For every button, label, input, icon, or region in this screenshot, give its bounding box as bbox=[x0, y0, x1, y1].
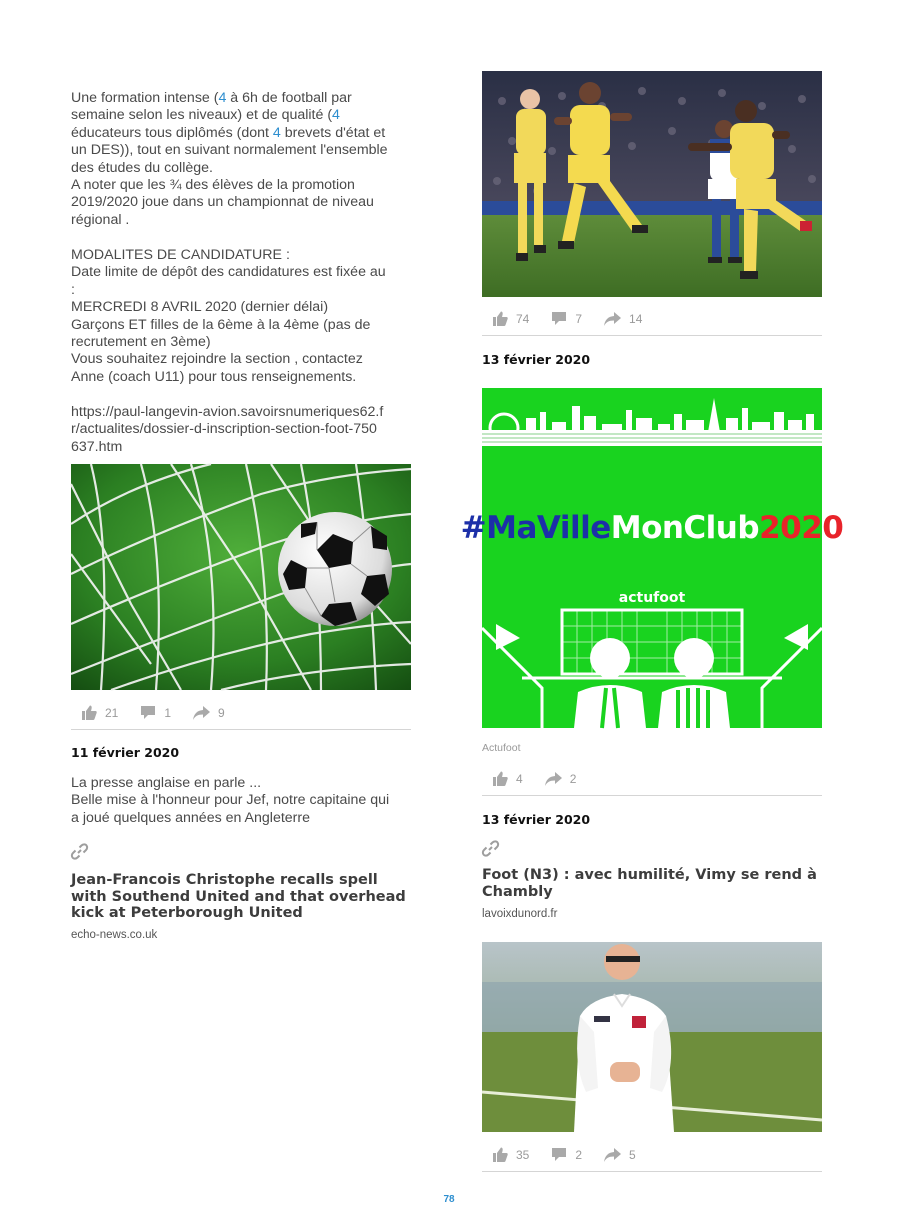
intro-line-text: régional . bbox=[71, 211, 130, 228]
football-match-image bbox=[482, 71, 822, 297]
mavillemonclub-graphic bbox=[460, 388, 844, 728]
actufoot-logo-text: actufoot bbox=[618, 590, 686, 606]
intro-line bbox=[71, 160, 416, 177]
comment-count: 1 bbox=[164, 705, 172, 720]
link-source: lavoixdunord.fr bbox=[482, 908, 558, 920]
intro-paragraph bbox=[71, 90, 416, 229]
post-stats-right-1 bbox=[482, 302, 822, 336]
coach-photo bbox=[482, 942, 822, 1132]
intro-line bbox=[71, 125, 416, 142]
like-stat[interactable] bbox=[492, 771, 523, 786]
share-icon bbox=[604, 312, 621, 326]
share-count: 2 bbox=[569, 771, 577, 786]
intro-line bbox=[71, 212, 416, 229]
intro-highlight-number: 4 bbox=[218, 90, 227, 106]
share-icon bbox=[545, 772, 562, 786]
share-stat[interactable] bbox=[545, 772, 577, 786]
intro-line-text: un DES)), tout en suivant normalement l'ensemble bbox=[71, 142, 388, 159]
share-stat[interactable] bbox=[193, 706, 225, 720]
comment-icon bbox=[551, 1147, 567, 1162]
post-date: 13 février 2020 bbox=[482, 812, 591, 827]
share-stat[interactable] bbox=[604, 312, 642, 326]
soccer-ball-net-image bbox=[71, 464, 411, 690]
soccer-ball-net-photo bbox=[71, 464, 411, 690]
intro-line-text: 2019/2020 joue dans un championnat de niveau bbox=[71, 194, 374, 211]
like-count: 35 bbox=[516, 1147, 530, 1162]
like-count: 4 bbox=[516, 771, 523, 786]
like-count: 74 bbox=[516, 311, 530, 326]
post-date: 13 février 2020 bbox=[482, 352, 591, 367]
intro-line-text: des études du collège. bbox=[71, 159, 213, 176]
share-count: 5 bbox=[629, 1147, 636, 1162]
graphic-caption: Actufoot bbox=[482, 742, 521, 754]
link-title-echo-news[interactable]: Jean-Francois Christophe recalls spell with Southend United and that overhead kick at Peterborough United bbox=[71, 872, 406, 921]
comment-icon bbox=[140, 705, 156, 720]
like-count: 21 bbox=[105, 705, 119, 720]
intro-line bbox=[71, 142, 416, 159]
post-stats-right-2 bbox=[482, 762, 822, 796]
post-text bbox=[71, 775, 416, 827]
hashtag-segment: MonClub bbox=[610, 510, 760, 546]
intro-line-text: semaine selon les niveaux) et de qualité ( bbox=[71, 107, 333, 124]
link-icon[interactable] bbox=[71, 843, 88, 860]
share-icon bbox=[604, 1148, 621, 1162]
modalites-text: MODALITES DE CANDIDATURE : Date limite de dépôt des candidatures est fixée au : MERCREDI 8 AVRIL 2020 (dernier délai) Garçons ET filles de la 6ème à la 4ème (pas de recrutement en 3ème) Vous souhaitez rejoindre la section , contactez Anne (coach U11) pour tous renseignements. bbox=[71, 247, 386, 385]
comment-stat[interactable] bbox=[551, 1147, 582, 1162]
hashtag-segment: #MaVille bbox=[460, 510, 611, 546]
share-count: 9 bbox=[218, 705, 225, 720]
comment-icon bbox=[551, 311, 567, 326]
football-match-photo bbox=[482, 71, 822, 297]
url-text[interactable]: https://paul-langevin-avion.savoirsnumeriques62.f r/actualites/dossier-d-inscription-section-foot-750 637.htm bbox=[71, 404, 384, 455]
coach-image bbox=[482, 942, 822, 1132]
intro-highlight-number: 4 bbox=[272, 124, 281, 141]
like-stat[interactable] bbox=[492, 1147, 529, 1162]
intro-line bbox=[71, 107, 416, 124]
like-stat[interactable] bbox=[492, 311, 529, 326]
intro-line-text: Une formation intense ( bbox=[71, 90, 219, 106]
intro-line-text: brevets d'état et bbox=[280, 124, 386, 141]
share-icon bbox=[193, 706, 210, 720]
modalites-paragraph bbox=[71, 247, 416, 386]
share-count: 14 bbox=[629, 311, 643, 326]
page-number: 78 bbox=[443, 1194, 455, 1205]
intro-highlight-number: 4 bbox=[332, 107, 340, 124]
mavillemonclub-image bbox=[460, 388, 844, 728]
link-source: echo-news.co.uk bbox=[71, 929, 158, 941]
intro-line bbox=[71, 177, 416, 194]
comment-stat[interactable] bbox=[551, 311, 582, 326]
comment-count: 7 bbox=[575, 311, 583, 326]
link-icon[interactable] bbox=[482, 840, 499, 857]
intro-line-text: A noter que les ¾ des élèves de la promotion bbox=[71, 177, 355, 194]
post-stats-right-3 bbox=[482, 1138, 822, 1172]
intro-line-text: éducateurs tous diplômés (dont bbox=[71, 124, 273, 141]
thumbs-up-icon bbox=[492, 311, 508, 326]
comment-count: 2 bbox=[575, 1147, 583, 1162]
link-title-lavoixdunord[interactable]: Foot (N3) : avec humilité, Vimy se rend à Chambly bbox=[482, 867, 817, 900]
like-stat[interactable] bbox=[81, 705, 118, 720]
thumbs-up-icon bbox=[492, 1147, 508, 1162]
thumbs-up-icon bbox=[81, 705, 97, 720]
inscription-url[interactable] bbox=[71, 404, 416, 456]
intro-line bbox=[71, 90, 416, 107]
post-date: 11 février 2020 bbox=[71, 745, 180, 760]
intro-line-text: à 6h de football par bbox=[226, 90, 352, 106]
post-body: La presse anglaise en parle ... Belle mise à l'honneur pour Jef, notre capitaine qui a joué quelques années en Angleterre bbox=[71, 775, 390, 826]
post-stats-left-1 bbox=[71, 696, 411, 730]
svg-text:#MaVilleMonClub2020 bbox=[461, 510, 844, 546]
thumbs-up-icon bbox=[492, 771, 508, 786]
comment-stat[interactable] bbox=[140, 705, 171, 720]
share-stat[interactable] bbox=[604, 1148, 636, 1162]
intro-line bbox=[71, 194, 416, 211]
hashtag-segment: 2020 bbox=[759, 510, 844, 546]
